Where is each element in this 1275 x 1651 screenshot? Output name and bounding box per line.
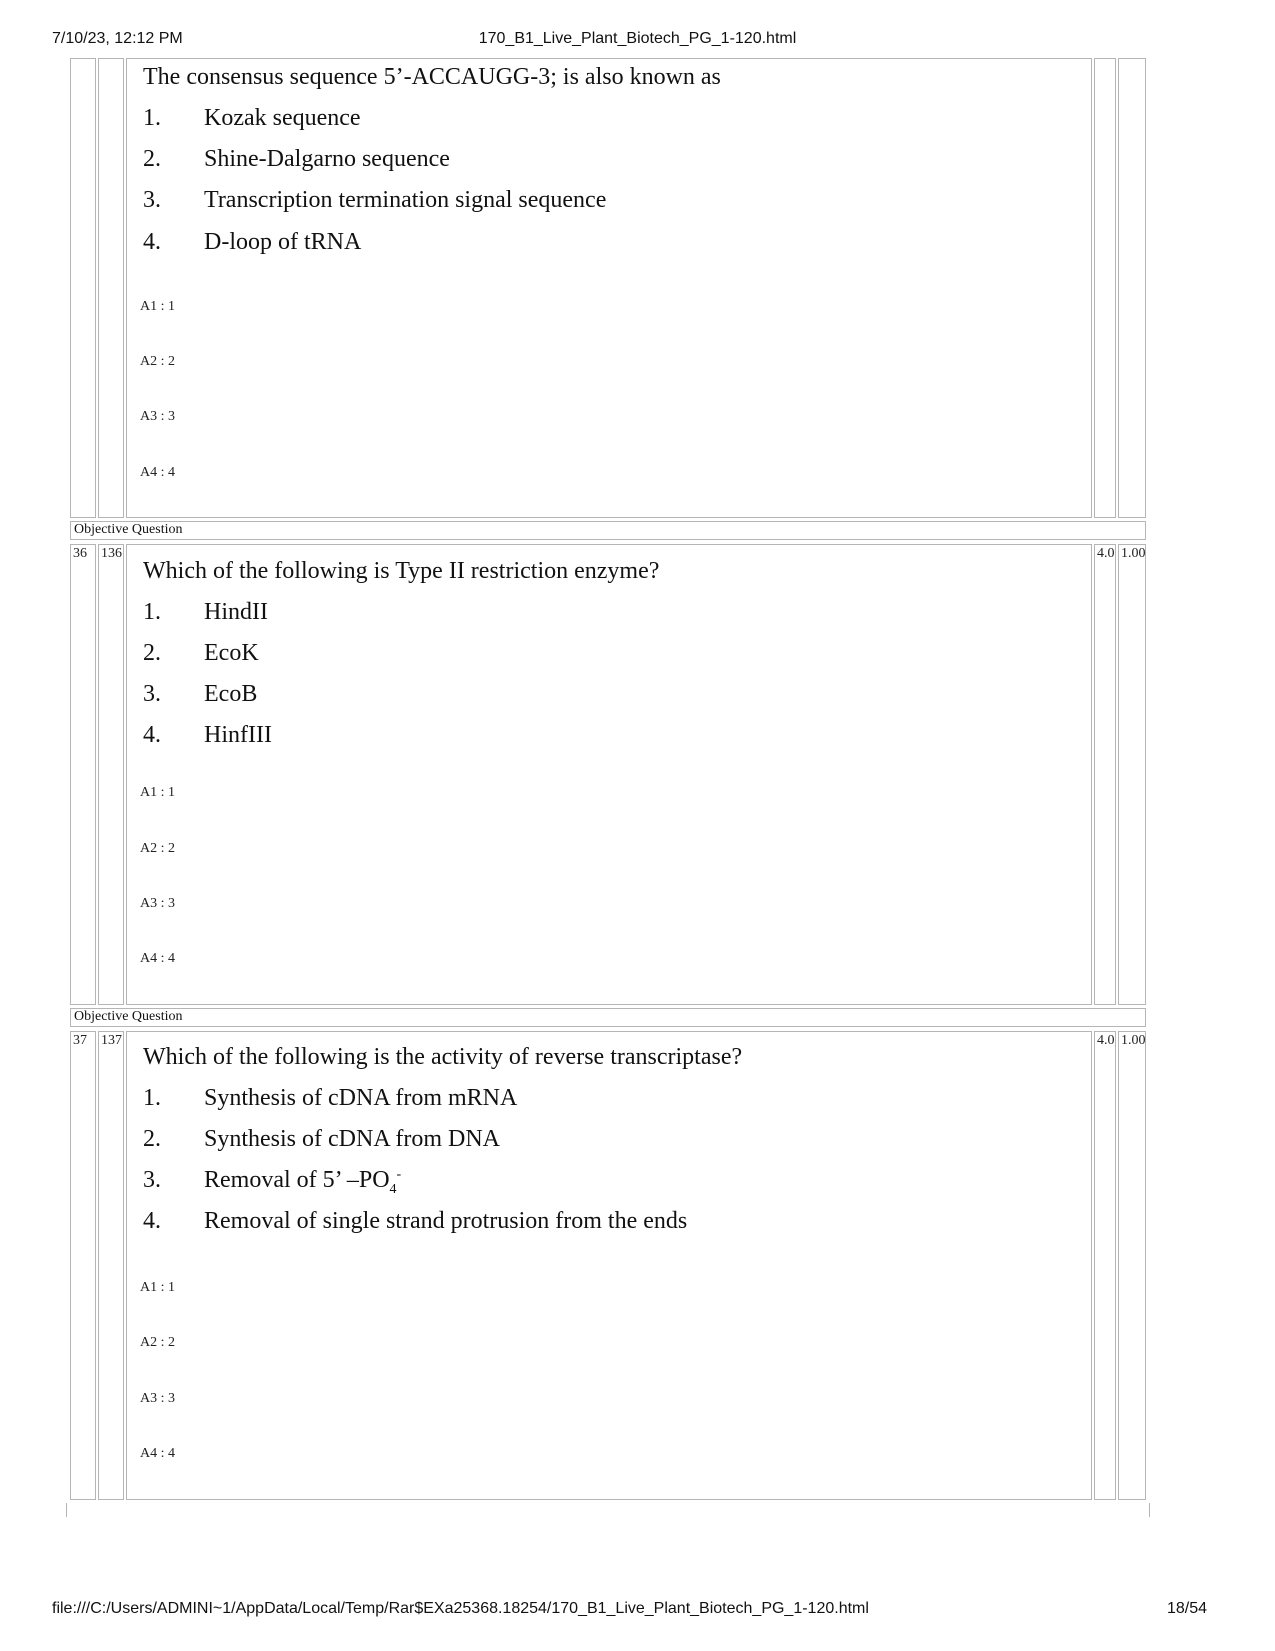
question-text: Which of the following is Type II restriction enzyme? [143, 558, 660, 584]
serial-number: 36 [70, 544, 96, 1005]
table-edge-left [66, 1503, 67, 1517]
option-text: HindII [204, 599, 268, 625]
option-number: 3. [143, 187, 161, 213]
option-text: EcoB [204, 681, 258, 707]
print-doc-title: 170_B1_Live_Plant_Biotech_PG_1-120.html [478, 30, 797, 47]
mark1-cell [1094, 58, 1116, 518]
print-datetime: 7/10/23, 12:12 PM [52, 30, 183, 47]
option-text [204, 1167, 401, 1198]
answer-option: A1 : 1 [140, 299, 175, 314]
marks-value: 4.0 [1094, 544, 1116, 1005]
answer-option: A2 : 2 [140, 1335, 175, 1350]
print-file-path: file:///C:/Users/ADMINI~1/AppData/Local/Temp/Rar$EXa25368.18254/170_B1_Live_Plant_Biotech_PG_1-120.html [52, 1600, 869, 1617]
question-id: 136 [98, 544, 124, 1005]
question-type-row [70, 1008, 1146, 1027]
question-text: The consensus sequence 5’-ACCAUGG-3; is also known as [143, 64, 721, 90]
sno-cell [70, 58, 96, 518]
question-cell [126, 544, 1092, 1005]
negative-marks-value: 1.00 [1118, 1031, 1146, 1500]
print-page-number: 18/54 [1166, 1600, 1207, 1617]
mark2-cell [1118, 58, 1146, 518]
option-text-superscript: - [396, 1167, 402, 1182]
question-text: Which of the following is the activity of reverse transcriptase? [143, 1044, 743, 1070]
table-edge-right [1149, 1503, 1150, 1517]
question-type-label: Objective Question [74, 522, 183, 537]
option-text: Shine-Dalgarno sequence [204, 146, 450, 172]
answer-option: A1 : 1 [140, 785, 175, 800]
option-text-main: Removal of 5’ –PO [204, 1167, 390, 1193]
option-number: 1. [143, 599, 161, 625]
question-type-row [70, 521, 1146, 540]
answer-option: A3 : 3 [140, 409, 175, 424]
marks-value: 4.0 [1094, 1031, 1116, 1500]
option-text: Transcription termination signal sequence [204, 187, 607, 213]
option-number: 4. [143, 1208, 161, 1234]
answer-option: A3 : 3 [140, 1391, 175, 1406]
answer-option: A1 : 1 [140, 1280, 175, 1295]
answer-option: A4 : 4 [140, 465, 175, 480]
answer-option: A2 : 2 [140, 841, 175, 856]
option-text-subscript: 4 [389, 1181, 397, 1197]
option-text: D-loop of tRNA [204, 229, 362, 255]
answer-option: A4 : 4 [140, 1446, 175, 1461]
question-type-label: Objective Question [74, 1009, 183, 1024]
answer-option: A2 : 2 [140, 354, 175, 369]
option-number: 2. [143, 1126, 161, 1152]
option-text: Removal of single strand protrusion from the ends [204, 1208, 688, 1234]
option-text: EcoK [204, 640, 259, 666]
option-number: 3. [143, 681, 161, 707]
answer-option: A3 : 3 [140, 896, 175, 911]
negative-marks-value: 1.00 [1118, 544, 1146, 1005]
option-number: 2. [143, 640, 161, 666]
qid-cell [98, 58, 124, 518]
serial-number: 37 [70, 1031, 96, 1500]
option-text: Synthesis of cDNA from mRNA [204, 1085, 518, 1111]
option-text: HinfIII [204, 722, 272, 748]
option-number: 1. [143, 105, 161, 131]
option-number: 4. [143, 722, 161, 748]
option-number: 3. [143, 1167, 161, 1193]
option-number: 4. [143, 229, 161, 255]
option-number: 2. [143, 146, 161, 172]
question-id: 137 [98, 1031, 124, 1500]
option-text: Synthesis of cDNA from DNA [204, 1126, 500, 1152]
answer-option: A4 : 4 [140, 951, 175, 966]
option-text: Kozak sequence [204, 105, 361, 131]
option-number: 1. [143, 1085, 161, 1111]
